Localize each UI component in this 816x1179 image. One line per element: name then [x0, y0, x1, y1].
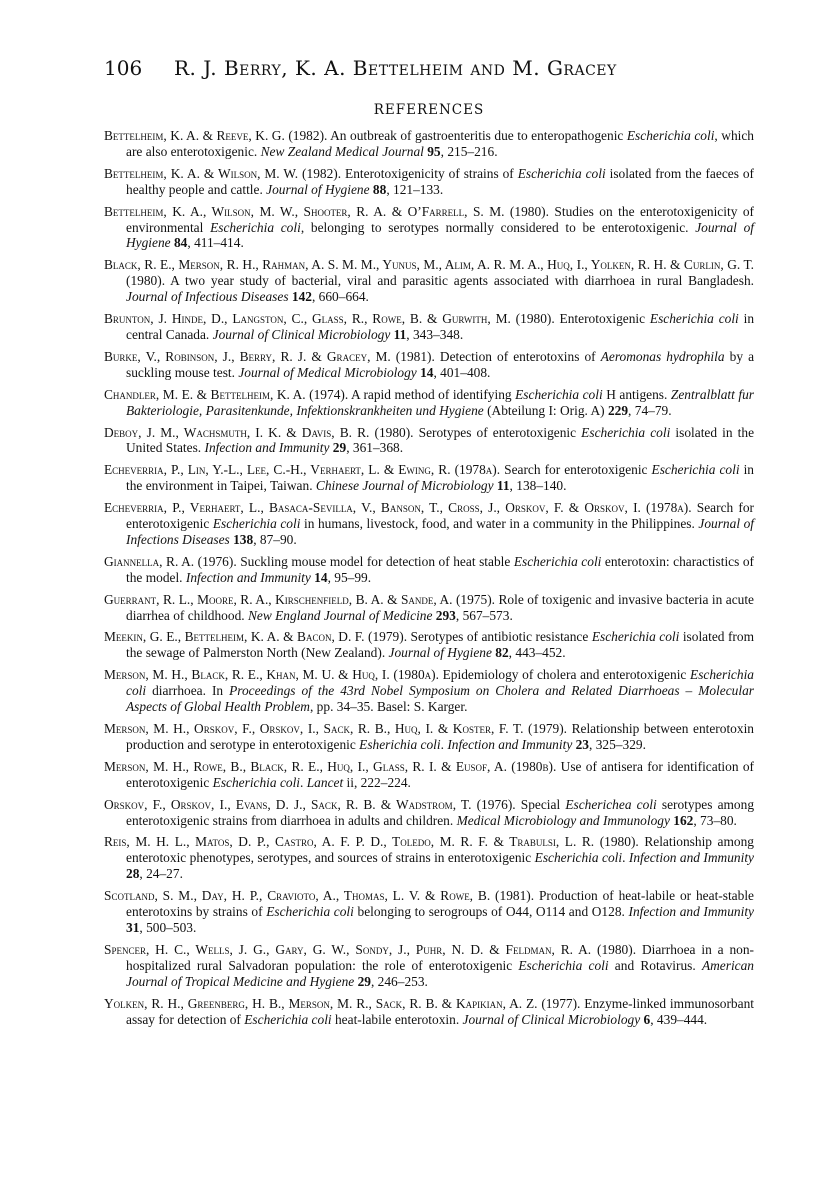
- reference-entry: [104, 667, 754, 715]
- reference-text: , 138–140.: [509, 478, 567, 494]
- volume-number: 88: [369, 181, 387, 197]
- volume-number: 28: [126, 866, 140, 882]
- reference-text: (Abteilung I: Orig. A): [483, 402, 608, 418]
- reference-text: diarrhoea. In: [146, 683, 230, 699]
- reference-text: , 500–503.: [139, 919, 197, 935]
- volume-number: 14: [310, 569, 328, 585]
- reference-entry: [104, 128, 754, 160]
- reference-authors: Merson, M. H., Black, R. E., Khan, M. U. & Huq, I. (1980a).: [104, 667, 439, 683]
- volume-number: 14: [416, 364, 434, 380]
- organism-name: Escherichia coli: [126, 667, 754, 699]
- journal-title: Lancet: [306, 774, 344, 790]
- reference-text: Search for enterotoxigenic: [500, 462, 652, 478]
- reference-text: enterotoxin: charactistics of the model.: [126, 553, 754, 585]
- journal-title: Proceedings of the 43rd Nobel Symposium on Cholera and Related Diarrhoeas – Molecular Aspects of Global Health Problem: [126, 683, 754, 715]
- reference-authors: Orskov, F., Orskov, I., Evans, D. J., Sack, R. B. & Wadstrom, T. (1976).: [104, 796, 516, 812]
- volume-number: 6: [640, 1011, 651, 1027]
- reference-entry: [104, 462, 754, 494]
- reference-text: A two year study of bacterial, viral and parasitic agents associated with diarrhoea in rural Bangladesh.: [165, 273, 754, 289]
- reference-entry: [104, 942, 754, 990]
- journal-title: Journal of Hygiene: [126, 219, 754, 251]
- reference-text: Detection of enterotoxins of: [434, 348, 601, 364]
- journal-title: Journal of Hygiene: [388, 645, 492, 661]
- reference-text: ii, 222–224.: [343, 774, 411, 790]
- reference-text: belonging to serogroups of O44, O114 and O128.: [353, 904, 629, 920]
- reference-text: Special: [515, 796, 566, 812]
- reference-entry: [104, 349, 754, 381]
- reference-text: , 325–329.: [589, 736, 646, 752]
- organism-name: Escherichia coli: [534, 850, 623, 866]
- journal-title: Journal of Clinical Microbiology: [212, 326, 391, 342]
- reference-text: Serotypes of antibiotic resistance: [407, 629, 592, 645]
- reference-text: isolated in the United States.: [126, 424, 755, 456]
- reference-authors: Deboy, J. M., Wachsmuth, I. K. & Davis, B. R. (1980).: [104, 424, 414, 440]
- reference-list: [104, 128, 754, 1027]
- reference-entry: [104, 834, 754, 882]
- reference-text: heat-labile enterotoxin.: [331, 1011, 463, 1027]
- reference-entry: [104, 204, 754, 252]
- reference-text: serotypes among enterotoxigenic strains from diarrhoea in adults and children.: [126, 796, 755, 828]
- reference-authors: Yolken, R. H., Greenberg, H. B., Merson, M. R., Sack, R. B. & Kapikian, A. Z. (1977).: [104, 995, 581, 1011]
- organism-name: Escherichia coli: [266, 904, 354, 920]
- reference-text: , belonging to serotypes normally considered to be enterotoxigenic.: [300, 219, 696, 235]
- organism-name: Aeromonas hydrophila: [600, 348, 725, 364]
- journal-title: New England Journal of Medicine: [247, 607, 433, 623]
- organism-name: Escherichia coli: [649, 311, 739, 327]
- reference-text: Enterotoxigenicity of strains of: [341, 165, 518, 181]
- reference-text: , 401–408.: [433, 364, 491, 380]
- reference-entry: [104, 888, 754, 936]
- reference-text: , 87–90.: [253, 531, 297, 547]
- reference-entry: [104, 996, 754, 1028]
- reference-entry: [104, 387, 754, 419]
- volume-number: 82: [491, 645, 509, 661]
- reference-entry: [104, 629, 754, 661]
- reference-entry: [104, 592, 754, 624]
- volume-number: 162: [669, 812, 694, 828]
- reference-authors: Echeverria, P., Lin, Y.-L., Lee, C.-H., Verhaert, L. & Ewing, R. (1978a).: [104, 462, 501, 478]
- reference-text: Relationship between enterotoxin production and serotype in enterotoxigenic: [126, 721, 754, 752]
- reference-entry: [104, 797, 754, 829]
- volume-number: 31: [126, 919, 140, 935]
- journal-title: Journal of Clinical Microbiology: [462, 1011, 641, 1027]
- journal-title: Journal of Medical Microbiology: [238, 364, 417, 380]
- reference-text: Enzyme-linked immunosorbant assay for detection of: [126, 995, 754, 1027]
- volume-number: 84: [170, 235, 188, 251]
- reference-authors: Scotland, S. M., Day, H. P., Cravioto, A., Thomas, L. V. & Rowe, B. (1981).: [104, 888, 535, 904]
- journal-title: Medical Microbiology and Immunology: [456, 812, 670, 828]
- reference-text: Relationship among enterotoxic phenotypes, serotypes, and sources of strains in enterotoxigenic: [126, 834, 755, 866]
- organism-name: Escherichia coli: [626, 128, 715, 143]
- volume-number: 23: [572, 736, 590, 752]
- journal-title: Journal of Infections Diseases: [126, 516, 755, 547]
- reference-text: An outbreak of gastroenteritis due to enteropathogenic: [327, 128, 627, 143]
- reference-authors: Bettelheim, K. A., Wilson, M. W., Shooter, R. A. & O’Farrell, S. M. (1980).: [104, 203, 549, 219]
- reference-text: in humans, livestock, food, and water in a community in the Philippines.: [300, 516, 699, 532]
- reference-text: , 411–414.: [187, 235, 244, 251]
- journal-title: Chinese Journal of Microbiology: [315, 478, 494, 494]
- reference-text: , 443–452.: [508, 645, 566, 661]
- reference-text: , 246–253.: [370, 973, 428, 989]
- references-heading: REFERENCES: [373, 102, 485, 118]
- reference-text: Production of heat-labile or heat-stable enterotoxins by strains of: [126, 888, 754, 920]
- reference-text: Studies on the enterotoxigenicity of environmental: [126, 203, 755, 235]
- volume-number: 29: [354, 973, 371, 989]
- reference-authors: Black, R. E., Merson, R. H., Rahman, A. S. M. M., Yunus, M., Alim, A. R. M. A., Huq, I., Yolken, R. H. & Curlin, G. T. (1980).: [104, 257, 754, 289]
- reference-text: , which are also enterotoxigenic.: [126, 128, 755, 159]
- journal-title: Journal of Hygiene: [266, 181, 370, 197]
- reference-text: , 121–133.: [386, 181, 444, 197]
- reference-text: Serotypes of enterotoxigenic: [413, 424, 582, 440]
- reference-entry: [104, 721, 754, 753]
- reference-text: in the environment in Taipei, Taiwan.: [126, 462, 755, 494]
- reference-text: , 24–27.: [139, 866, 183, 882]
- reference-text: , 343–348.: [406, 326, 464, 342]
- reference-text: .: [440, 736, 448, 752]
- reference-text: , 215–216.: [440, 143, 498, 159]
- volume-number: 29: [329, 440, 347, 456]
- reference-text: , pp. 34–35. Basel: S. Karger.: [309, 699, 468, 715]
- reference-authors: Merson, M. H., Orskov, F., Orskov, I., Sack, R. B., Huq, I. & Koster, F. T. (1979).: [104, 721, 568, 736]
- reference-authors: Burke, V., Robinson, J., Berry, R. J. & Gracey, M. (1981).: [104, 348, 435, 364]
- organism-name: Escherichia coli: [518, 957, 609, 973]
- reference-authors: Bettelheim, K. A. & Reeve, K. G. (1982).: [104, 128, 328, 143]
- page-number: 106: [104, 56, 143, 80]
- reference-authors: Meekin, G. E., Bettelheim, K. A. & Bacon, D. F. (1979).: [104, 629, 408, 645]
- organism-name: Escherichia coli: [517, 165, 606, 181]
- volume-number: 229: [607, 402, 629, 418]
- reference-authors: Brunton, J. Hinde, D., Langston, C., Glass, R., Rowe, B. & Gurwith, M. (1980).: [104, 311, 555, 327]
- reference-authors: Merson, M. H., Rowe, B., Black, R. E., Huq, I., Glass, R. I. & Eusof, A. (1980b).: [104, 758, 557, 774]
- reference-text: Enterotoxigenic: [554, 311, 650, 327]
- reference-text: A rapid method of identifying: [348, 386, 516, 402]
- journal-title: Infection and Immunity: [185, 569, 311, 585]
- reference-entry: [104, 500, 754, 548]
- reference-authors: Reis, M. H. L., Matos, D. P., Castro, A. F. P. D., Toledo, M. R. F. & Trabulsi, L. R. (1980).: [104, 834, 639, 850]
- reference-authors: Giannella, R. A. (1976).: [104, 553, 237, 569]
- reference-entry: [104, 166, 754, 198]
- reference-authors: Spencer, H. C., Wells, J. G., Gary, G. W., Sondy, J., Puhr, N. D. & Feldman, R. A. (1980).: [104, 941, 637, 957]
- reference-text: Epidemiology of cholera and enterotoxigenic: [438, 667, 691, 683]
- reference-text: Suckling mouse model for detection of heat stable: [236, 553, 514, 569]
- volume-number: 11: [390, 326, 407, 342]
- reference-text: isolated from the sewage of Palmerston North (New Zealand).: [126, 629, 754, 661]
- volume-number: 95: [423, 143, 441, 159]
- reference-text: , 660–664.: [311, 289, 369, 305]
- reference-text: Diarrhoea in a non-hospitalized rural Salvadoran population: the role of enterotoxigenic: [126, 941, 755, 973]
- journal-title: Infection and Immunity: [628, 904, 755, 920]
- organism-name: Escherichia coli: [581, 424, 671, 440]
- organism-name: Escherichia coli: [651, 462, 740, 478]
- page-header: [104, 56, 754, 90]
- reference-text: Role of toxigenic and invasive bacteria in acute diarrhea of childhood.: [126, 591, 754, 623]
- volume-number: 11: [493, 478, 510, 494]
- reference-authors: Guerrant, R. L., Moore, R. A., Kirschenfield, B. A. & Sande, A. (1975).: [104, 591, 496, 607]
- reference-text: H antigens.: [602, 386, 671, 402]
- reference-text: , 95–99.: [327, 569, 372, 585]
- journal-title: Infection and Immunity: [447, 736, 573, 752]
- reference-authors: Bettelheim, K. A. & Wilson, M. W. (1982).: [104, 165, 342, 181]
- organism-name: Escherichia coli: [212, 516, 301, 532]
- organism-name: Escherichia coli: [210, 219, 301, 235]
- journal-title: Infection and Immunity: [628, 850, 754, 866]
- reference-entry: [104, 759, 754, 791]
- journal-title: Journal of Infectious Diseases: [126, 289, 289, 305]
- reference-authors: Echeverria, P., Verhaert, L., Basaca-Sevilla, V., Banson, T., Cross, J., Orskov, F. & Orskov, I. (1978a).: [104, 500, 692, 516]
- organism-name: Esherichia coli: [359, 736, 441, 752]
- reference-text: in central Canada.: [126, 311, 755, 342]
- running-title: R. J. Berry, K. A. Bettelheim and M. Gracey: [174, 56, 617, 80]
- reference-text: , 73–80.: [693, 812, 737, 828]
- reference-text: , 361–368.: [346, 440, 404, 456]
- organism-name: Escherichia coli: [244, 1011, 332, 1027]
- reference-text: Use of antisera for identification of enterotoxigenic: [126, 758, 754, 790]
- journal-title: Infection and Immunity: [204, 440, 330, 456]
- reference-text: , 567–573.: [455, 607, 513, 623]
- organism-name: Escherichia coli: [591, 629, 680, 645]
- journal-title: Zentralblatt fur Bakteriologie, Parasitenkunde, Infektionskrankheiten und Hygiene: [126, 386, 755, 418]
- reference-entry: [104, 554, 754, 586]
- reference-entry: [104, 257, 754, 305]
- organism-name: Escherichia coli: [212, 774, 301, 790]
- reference-entry: [104, 425, 754, 457]
- reference-text: isolated from the faeces of healthy people and cattle.: [126, 165, 755, 197]
- reference-authors: Chandler, M. E. & Bettelheim, K. A. (1974).: [104, 386, 349, 402]
- reference-text: , 439–444.: [650, 1011, 708, 1027]
- journal-title: American Journal of Tropical Medicine and Hygiene: [126, 957, 754, 989]
- organism-name: Escherichia coli: [515, 386, 603, 402]
- volume-number: 293: [432, 607, 456, 623]
- reference-entry: [104, 311, 754, 343]
- reference-text: .: [300, 774, 307, 790]
- reference-text: Search for enterotoxigenic: [126, 500, 754, 532]
- journal-title: New Zealand Medical Journal: [260, 143, 424, 159]
- reference-text: .: [622, 850, 629, 866]
- reference-text: and Rotavirus.: [608, 957, 702, 973]
- organism-name: Escherichia coli: [513, 553, 602, 569]
- journal-page: [104, 56, 754, 1033]
- volume-number: 142: [288, 289, 312, 305]
- reference-text: , 74–79.: [628, 402, 672, 418]
- organism-name: Escherichea coli: [565, 796, 657, 812]
- reference-text: by a suckling mouse test.: [126, 348, 755, 380]
- volume-number: 138: [229, 531, 254, 547]
